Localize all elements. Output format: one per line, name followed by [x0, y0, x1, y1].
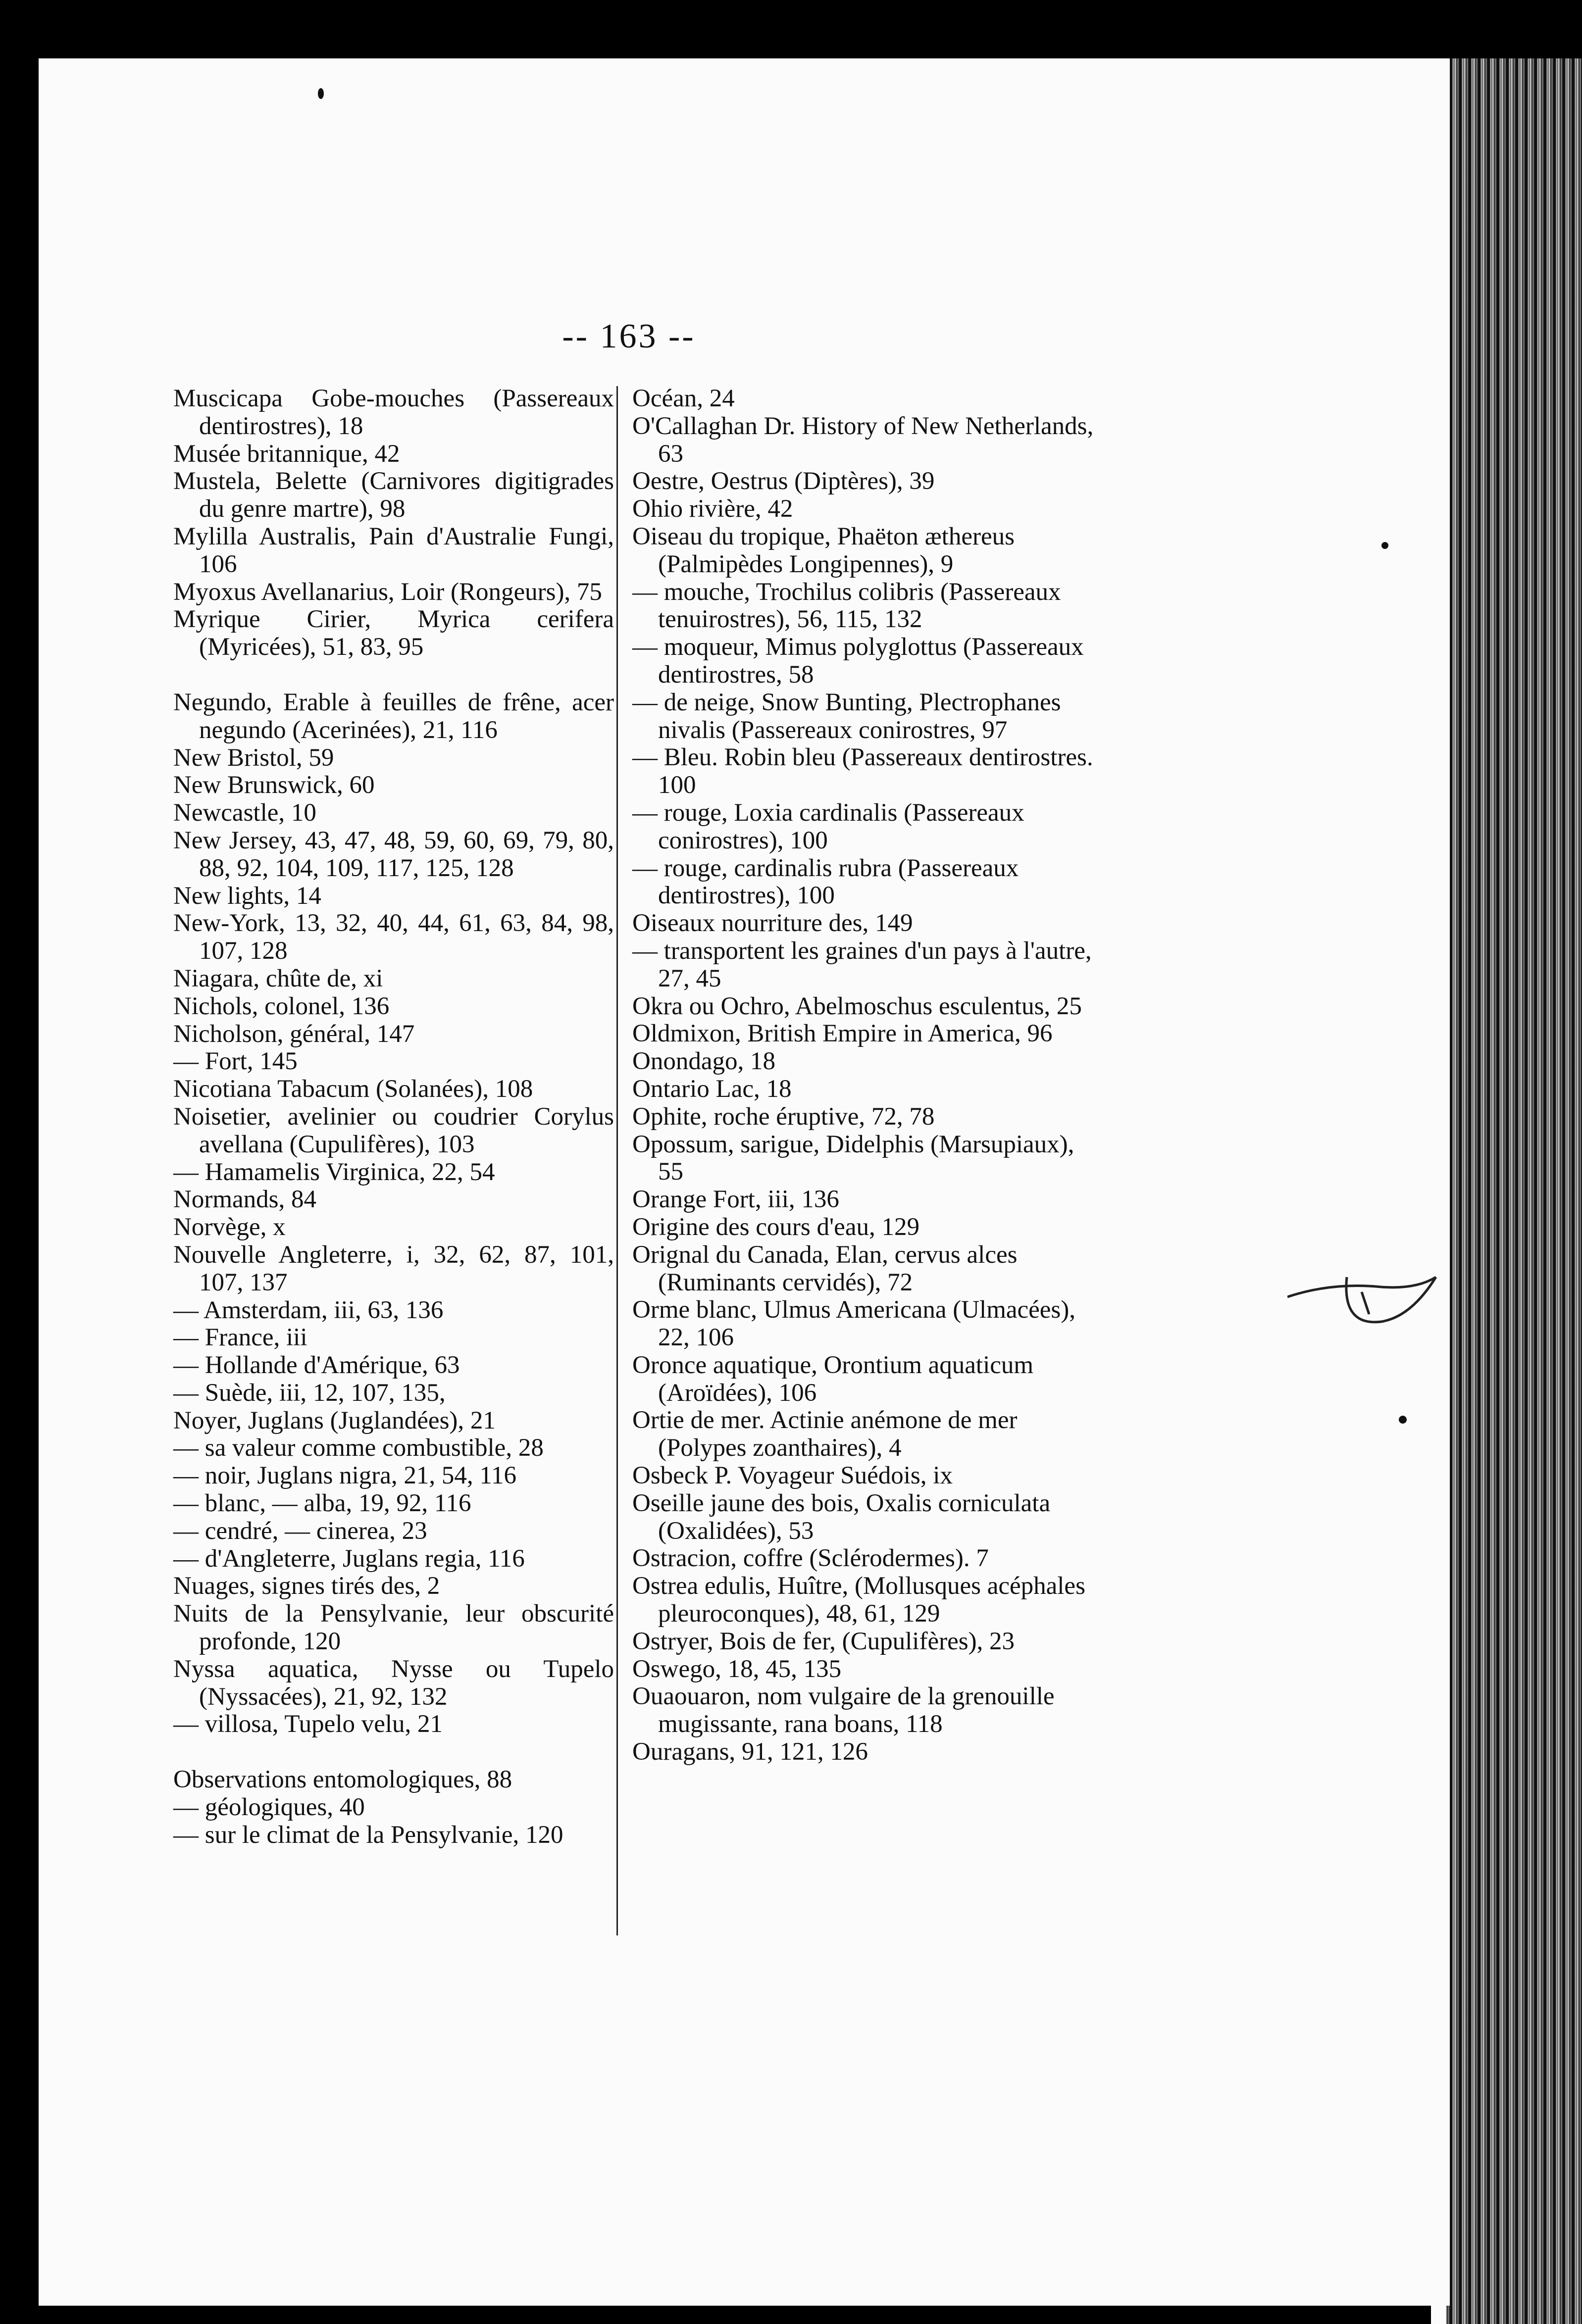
index-entry: — sa valeur comme combustible, 28: [173, 1434, 544, 1462]
index-entry: Oestre, Oestrus (Diptères), 39: [632, 467, 935, 495]
index-entry: Nicholson, général, 147: [173, 1020, 415, 1048]
index-entry: New Jersey, 43, 47, 48, 59, 60, 69, 79, 80, 88, 92, 104, 109, 117, 125, 128: [173, 826, 614, 882]
index-column-left: [173, 385, 614, 1849]
index-entry: — France, iii: [173, 1324, 307, 1352]
index-entry: — cendré, — cinerea, 23: [173, 1517, 427, 1545]
index-entry: Océan, 24: [632, 385, 735, 412]
index-entry: Norvège, x: [173, 1213, 286, 1241]
index-entry: Ouragans, 91, 121, 126: [632, 1738, 868, 1766]
index-entry: — noir, Juglans nigra, 21, 54, 116: [173, 1462, 517, 1490]
index-entry: Myoxus Avellanarius, Loir (Rongeurs), 75: [173, 578, 602, 606]
index-entry: — moqueur, Mimus polyglottus (Passereaux dentirostres, 58: [632, 633, 1084, 689]
index-entry: Ouaouaron, nom vulgaire de la grenouille mugissante, rana boans, 118: [632, 1682, 1055, 1738]
index-entry: Mylilla Australis, Pain d'Australie Fungi, 106: [173, 522, 614, 578]
index-entry: — Hamamelis Virginica, 22, 54: [173, 1158, 495, 1186]
index-entry: Oswego, 18, 45, 135: [632, 1655, 842, 1683]
index-entry: — rouge, Loxia cardinalis (Passereaux conirostres), 100: [632, 798, 1024, 854]
index-entry: Oronce aquatique, Orontium aquaticum (Aroïdées), 106: [632, 1351, 1034, 1407]
index-entry: New-York, 13, 32, 40, 44, 61, 63, 84, 98, 107, 128: [173, 909, 614, 965]
index-entry: — Fort, 145: [173, 1047, 298, 1076]
index-entry: Opossum, sarigue, Didelphis (Marsupiaux), 55: [632, 1130, 1074, 1186]
index-entry: New lights, 14: [173, 882, 321, 910]
index-entry: Okra ou Ochro, Abelmoschus esculentus, 25: [632, 992, 1082, 1020]
index-entry: Ostryer, Bois de fer, (Cupulifères), 23: [632, 1627, 1015, 1655]
index-entry: Ontario Lac, 18: [632, 1075, 792, 1103]
index-entry: Osbeck P. Voyageur Suédois, ix: [632, 1462, 953, 1490]
index-entry: Nuits de la Pensylvanie, leur obscurité profonde, 120: [173, 1600, 614, 1656]
index-entry: Niagara, chûte de, xi: [173, 964, 383, 992]
index-entry: Nyssa aquatica, Nysse ou Tupelo (Nyssacées), 21, 92, 132: [173, 1655, 614, 1711]
index-entry: Nicotiana Tabacum (Solanées), 108: [173, 1075, 533, 1103]
index-entry: — d'Angleterre, Juglans regia, 116: [173, 1544, 525, 1573]
index-entry: Oiseaux nourriture des, 149: [632, 909, 913, 938]
index-entry: Nuages, signes tirés des, 2: [173, 1572, 440, 1600]
index-entry: Normands, 84: [173, 1186, 316, 1214]
index-entry: Muscicapa Gobe-mouches (Passereaux dentirostres), 18: [173, 385, 614, 440]
index-entry: Newcastle, 10: [173, 799, 316, 827]
hand-drawn-mark: [1287, 1267, 1446, 1356]
index-entry: Nouvelle Angleterre, i, 32, 62, 87, 101, 107, 137: [173, 1240, 614, 1296]
index-entry: Ortie de mer. Actinie anémone de mer (Polypes zoanthaires), 4: [632, 1406, 1018, 1462]
index-entry: — mouche, Trochilus colibris (Passereaux tenuirostres), 56, 115, 132: [632, 578, 1061, 634]
index-entry: — villosa, Tupelo velu, 21: [173, 1710, 443, 1738]
index-entry: — blanc, — alba, 19, 92, 116: [173, 1489, 471, 1518]
index-entry: Oldmixon, British Empire in America, 96: [632, 1020, 1053, 1048]
index-entry: O'Callaghan Dr. History of New Netherlands, 63: [632, 412, 1094, 468]
index-entry: Ostracion, coffre (Sclérodermes). 7: [632, 1544, 989, 1573]
index-entry: Nichols, colonel, 136: [173, 992, 390, 1020]
index-entry: — rouge, cardinalis rubra (Passereaux dentirostres), 100: [632, 854, 1019, 910]
index-entry: Orange Fort, iii, 136: [632, 1186, 839, 1214]
index-entry: — transportent les graines d'un pays à l'autre, 27, 45: [632, 937, 1092, 992]
index-entry: — Bleu. Robin bleu (Passereaux dentirostres. 100: [632, 743, 1093, 799]
index-entry: Origine des cours d'eau, 129: [632, 1213, 919, 1241]
index-entry: Oiseau du tropique, Phaëton æthereus (Palmipèdes Longipennes), 9: [632, 522, 1015, 578]
ink-speck: [318, 88, 324, 99]
page-number: -- 163 --: [562, 317, 696, 355]
index-entry: — sur le climat de la Pensylvanie, 120: [173, 1821, 563, 1849]
index-entry: — de neige, Snow Bunting, Plectrophanes nivalis (Passereaux conirostres, 97: [632, 688, 1061, 744]
index-entry: Negundo, Erable à feuilles de frêne, acer negundo (Acerinées), 21, 116: [173, 688, 614, 744]
index-entry: Oseille jaune des bois, Oxalis corniculata (Oxalidées), 53: [632, 1489, 1051, 1545]
index-entry: Noisetier, avelinier ou coudrier Corylus avellana (Cupulifères), 103: [173, 1102, 614, 1158]
index-column-right: [632, 385, 1103, 1766]
index-entry: — Hollande d'Amérique, 63: [173, 1351, 460, 1380]
index-entry: Onondago, 18: [632, 1047, 775, 1076]
index-entry: — géologiques, 40: [173, 1793, 365, 1822]
scan-edge-noise: [1431, 58, 1582, 2324]
ink-speck: [1399, 1416, 1407, 1424]
index-entry: Orignal du Canada, Elan, cervus alces (Ruminants cervidés), 72: [632, 1240, 1018, 1296]
index-entry: — Amsterdam, iii, 63, 136: [173, 1296, 444, 1324]
ink-speck: [1381, 542, 1388, 549]
index-entry: Ophite, roche éruptive, 72, 78: [632, 1102, 935, 1131]
index-entry: New Bristol, 59: [173, 743, 334, 772]
column-divider: [616, 386, 618, 1935]
index-entry: New Brunswick, 60: [173, 771, 375, 799]
index-entry: Observations entomologiques, 88: [173, 1766, 512, 1794]
index-entry: Orme blanc, Ulmus Americana (Ulmacées), 22, 106: [632, 1296, 1075, 1352]
index-entry: Musée britannique, 42: [173, 440, 400, 468]
index-entry: Ostrea edulis, Huître, (Mollusques acéphales pleuroconques), 48, 61, 129: [632, 1572, 1085, 1628]
index-entry: Noyer, Juglans (Juglandées), 21: [173, 1406, 496, 1434]
index-entry: Myrique Cirier, Myrica cerifera (Myricées), 51, 83, 95: [173, 605, 614, 661]
index-entry: Ohio rivière, 42: [632, 495, 793, 523]
index-entry: — Suède, iii, 12, 107, 135,: [173, 1379, 446, 1407]
index-entry: Mustela, Belette (Carnivores digitigrades du genre martre), 98: [173, 467, 614, 523]
